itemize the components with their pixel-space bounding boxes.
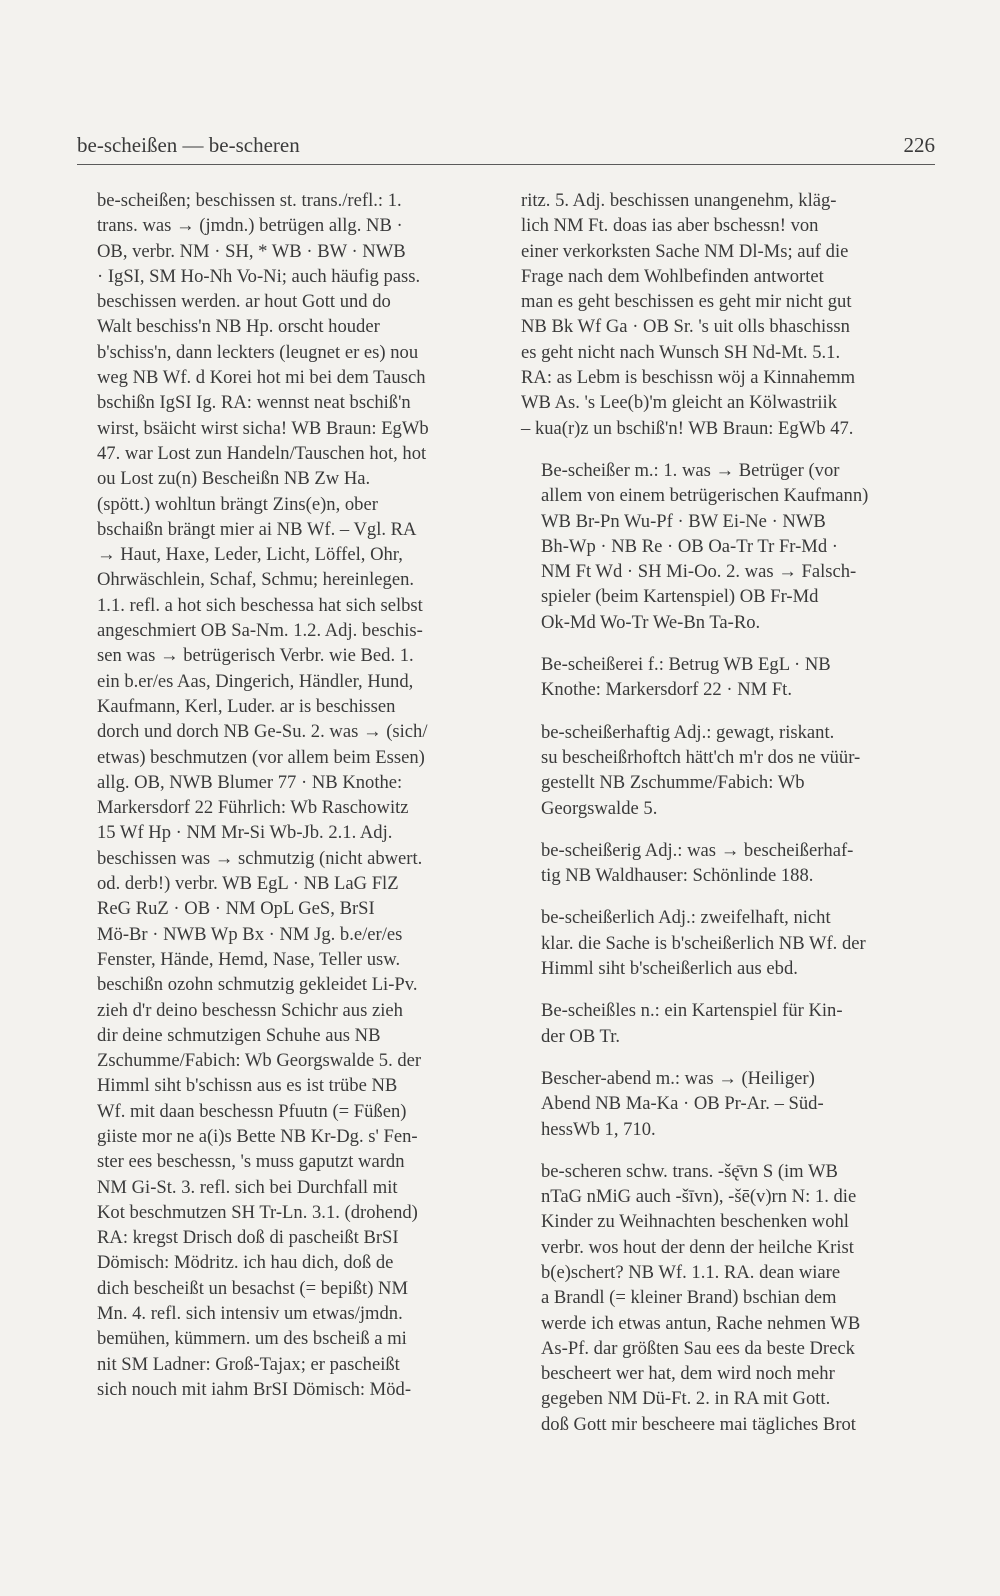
entry-line: dir deine schmutzigen Schuhe aus NB <box>97 1024 381 1046</box>
right-column <box>521 188 935 1437</box>
entry-line: gegeben NM Dü-Ft. 2. in RA mit Gott. <box>541 1388 831 1410</box>
entry-line: sen was → betrügerisch Verbr. wie Bed. 1. <box>97 645 414 667</box>
dictionary-entry-be-scheissen <box>77 188 494 1402</box>
entry-line: Wf. mit daan beschessn Pfuutn (= Füßen) <box>97 1100 407 1122</box>
entry-line: Mö-Br · NWB Wp Bx · NM Jg. b.e/er/es <box>97 923 403 945</box>
entry-line: b'schiss'n, dann leckters (leugnet er es) nou <box>97 341 419 363</box>
entry-line: lich NM Ft. doas ias aber bschessn! von <box>521 215 819 237</box>
entry-line: Kinder zu Weihnachten beschenken wohl <box>541 1211 849 1233</box>
entry-line: Be-scheißerei f.: Betrug WB EgL · NB <box>541 654 831 676</box>
entry-line: Be-scheißer m.: 1. was → Betrüger (vor <box>541 459 840 481</box>
entry-line: ein b.er/es Aas, Dingerich, Händler, Hund, <box>97 670 414 692</box>
entry-line: allg. OB, NWB Blumer 77 · NB Knothe: <box>97 771 403 793</box>
entry-line: sich nouch mit iahm BrSI Dömisch: Möd- <box>97 1378 412 1400</box>
entry-continuation <box>521 188 935 441</box>
entry-line: be-scheißerig Adj.: was → bescheißerhaf- <box>541 839 854 861</box>
entry-line: As-Pf. dar größten Sau ees da beste Dreck <box>541 1337 855 1359</box>
entry-line: NB Bk Wf Ga · OB Sr. 's uit olls bhaschissn <box>521 316 850 338</box>
entry-line: be-scheißerlich Adj.: zweifelhaft, nicht <box>541 907 831 929</box>
entry-line: WB Br-Pn Wu-Pf · BW Ei-Ne · NWB <box>541 510 826 532</box>
entry-line: Himml siht b'schissn aus es ist trübe NB <box>97 1075 398 1097</box>
entry-line: einer verkorksten Sache NM Dl-Ms; auf die <box>521 240 849 262</box>
entry-line: Be-scheißles n.: ein Kartenspiel für Kin- <box>541 1000 843 1022</box>
entry-line: Georgswalde 5. <box>541 797 658 819</box>
entry-line: · IgSI, SM Ho-Nh Vo-Ni; auch häufig pass. <box>97 265 421 287</box>
entry-line: dich bescheißt un besachst (= bepißt) NM <box>97 1277 409 1299</box>
dictionary-entry <box>521 720 935 821</box>
dictionary-entry <box>521 458 935 635</box>
entry-line: Kot beschmutzen SH Tr-Ln. 3.1. (drohend) <box>97 1201 418 1223</box>
left-column <box>77 188 494 1402</box>
entry-line: nTaG nMiG auch -šīvn), -šē(v)rn N: 1. die <box>541 1186 857 1208</box>
entry-line: Fenster, Hände, Hemd, Nase, Teller usw. <box>97 948 401 970</box>
entry-line: Abend NB Ma-Ka · OB Pr-Ar. – Süd- <box>541 1093 824 1115</box>
entry-line: bescheert wer hat, dem wird noch mehr <box>541 1363 835 1385</box>
entry-line: nit SM Ladner: Groß-Tajax; er pascheißt <box>97 1353 400 1375</box>
entry-line: bschaißn brängt mier ai NB Wf. – Vgl. RA <box>97 518 417 540</box>
entry-line: Ok-Md Wo-Tr We-Bn Ta-Ro. <box>541 611 761 633</box>
running-head <box>77 130 935 165</box>
entry-line: 47. war Lost zun Handeln/Tauschen hot, hot <box>97 442 427 464</box>
entry-line: spieler (beim Kartenspiel) OB Fr-Md <box>541 586 819 608</box>
entry-line: weg NB Wf. d Korei hot mi bei dem Tausch <box>97 367 426 389</box>
entry-line: doß Gott mir bescheere mai tägliches Brot <box>541 1413 856 1435</box>
entry-line: beschissen was → schmutzig (nicht abwert. <box>97 847 423 869</box>
entry-line: su bescheißrhoftch hätt'ch m'r dos ne vüür- <box>541 746 861 768</box>
entry-line: bschißn IgSI Ig. RA: wennst neat bschiß'n <box>97 392 411 414</box>
entry-line: be-scheißerhaftig Adj.: gewagt, riskant. <box>541 721 835 743</box>
entry-line: angeschmiert OB Sa-Nm. 1.2. Adj. beschis- <box>97 620 423 642</box>
entry-line: be-scheren schw. trans. -šę̄vn S (im WB <box>541 1160 838 1182</box>
entry-line: gestellt NB Zschumme/Fabich: Wb <box>541 772 805 794</box>
entry-line: allem von einem betrügerischen Kaufmann) <box>541 485 869 507</box>
entry-line: dorch und dorch NB Ge-Su. 2. was → (sich/ <box>97 721 428 743</box>
entry-line: a Brandl (= kleiner Brand) bschian dem <box>541 1287 837 1309</box>
entry-line: etwas) beschmutzen (vor allem beim Essen) <box>97 746 425 768</box>
entry-line: verbr. wos hout der denn der heilche Krist <box>541 1236 854 1258</box>
dictionary-entry <box>521 905 935 981</box>
entry-line: ou Lost zu(n) Bescheißn NB Zw Ha. <box>97 468 371 490</box>
entry-line: bemühen, kümmern. um des bscheiß a mi <box>97 1328 407 1350</box>
dictionary-entry <box>521 1159 935 1437</box>
entry-line: hessWb 1, 710. <box>541 1118 656 1140</box>
entry-line: Bescher-abend m.: was → (Heiliger) <box>541 1067 815 1089</box>
entry-line: RA: kregst Drisch doß di pascheißt BrSI <box>97 1227 399 1249</box>
entry-line: NM Ft Wd · SH Mi-Oo. 2. was → Falsch- <box>541 561 857 583</box>
entry-line: Knothe: Markersdorf 22 · NM Ft. <box>541 679 792 701</box>
entry-line: WB As. 's Lee(b)'m gleicht an Kölwastriik <box>521 392 838 414</box>
entry-line: Bh-Wp · NB Re · OB Oa-Tr Tr Fr-Md · <box>541 535 838 557</box>
entry-line: Zschumme/Fabich: Wb Georgswalde 5. der <box>97 1050 422 1072</box>
entry-line: giiste mor ne a(i)s Bette NB Kr-Dg. s' Fen- <box>97 1125 418 1147</box>
entry-line: Himml siht b'scheißerlich aus ebd. <box>541 958 798 980</box>
entry-line: 15 Wf Hp · NM Mr-Si Wb-Jb. 2.1. Adj. <box>97 822 393 844</box>
entry-line: es geht nicht nach Wunsch SH Nd-Mt. 5.1. <box>521 341 841 363</box>
entry-line: Dömisch: Mödritz. ich hau dich, doß de <box>97 1252 394 1274</box>
entry-line: tig NB Waldhauser: Schönlinde 188. <box>541 865 814 887</box>
entry-line: Frage nach dem Wohlbefinden antwortet <box>521 265 824 287</box>
entry-line: der OB Tr. <box>541 1025 621 1047</box>
dictionary-entry <box>521 1066 935 1142</box>
dictionary-entry <box>521 998 935 1049</box>
entry-line: 1.1. refl. a hot sich beschessa hat sich selbst <box>97 594 423 616</box>
entry-line: Ohrwäschlein, Schaf, Schmu; hereinlegen. <box>97 569 415 591</box>
page-number: 226 <box>903 133 935 157</box>
entry-line: ReG RuZ · OB · NM OpL GeS, BrSI <box>97 898 375 920</box>
entry-line: (spött.) wohltun brängt Zins(e)n, ober <box>97 493 378 515</box>
entry-line: klar. die Sache is b'scheißerlich NB Wf. der <box>541 932 866 954</box>
entry-line: ritz. 5. Adj. beschissen unangenehm, kläg- <box>521 190 837 211</box>
entry-line: beschißn ozohn schmutzig gekleidet Li-Pv. <box>97 974 418 996</box>
entry-line: ster ees beschessn, 's muss gaputzt wardn <box>97 1151 405 1173</box>
entry-line: OB, verbr. NM · SH, * WB · BW · NWB <box>97 240 406 262</box>
entry-line: Mn. 4. refl. sich intensiv um etwas/jmdn. <box>97 1303 403 1325</box>
entry-line: trans. was → (jmdn.) betrügen allg. NB · <box>97 215 403 237</box>
entry-line: – kua(r)z un bschiß'n! WB Braun: EgWb 47. <box>521 417 854 439</box>
entry-line: od. derb!) verbr. WB EgL · NB LaG FlZ <box>97 873 399 895</box>
running-title: be-scheißen — be-scheren <box>77 133 300 157</box>
entry-line: RA: as Lebm is beschissn wöj a Kinnahemm <box>521 367 856 389</box>
dictionary-entry <box>521 652 935 703</box>
entry-line: be-scheißen; beschissen st. trans./refl.: 1. <box>97 190 402 211</box>
entry-line: wirst, bsäicht wirst sicha! WB Braun: EgWb <box>97 417 429 439</box>
entry-line: Walt beschiss'n NB Hp. orscht houder <box>97 316 380 338</box>
entry-line: Kaufmann, Kerl, Luder. ar is beschissen <box>97 695 396 717</box>
entry-line: man es geht beschissen es geht mir nicht gut <box>521 291 852 313</box>
entry-line: → Haut, Haxe, Leder, Licht, Löffel, Ohr, <box>97 544 403 566</box>
entry-line: NM Gi-St. 3. refl. sich bei Durchfall mit <box>97 1176 398 1198</box>
entry-line: b(e)schert? NB Wf. 1.1. RA. dean wiare <box>541 1261 841 1283</box>
entry-line: Markersdorf 22 Führlich: Wb Raschowitz <box>97 797 409 819</box>
entry-line: beschissen werden. ar hout Gott und do <box>97 291 391 313</box>
entry-line: zieh d'r deino beschessn Schichr aus zieh <box>97 999 403 1021</box>
entry-line: werde ich etwas antun, Rache nehmen WB <box>541 1312 861 1334</box>
dictionary-entry <box>521 838 935 889</box>
